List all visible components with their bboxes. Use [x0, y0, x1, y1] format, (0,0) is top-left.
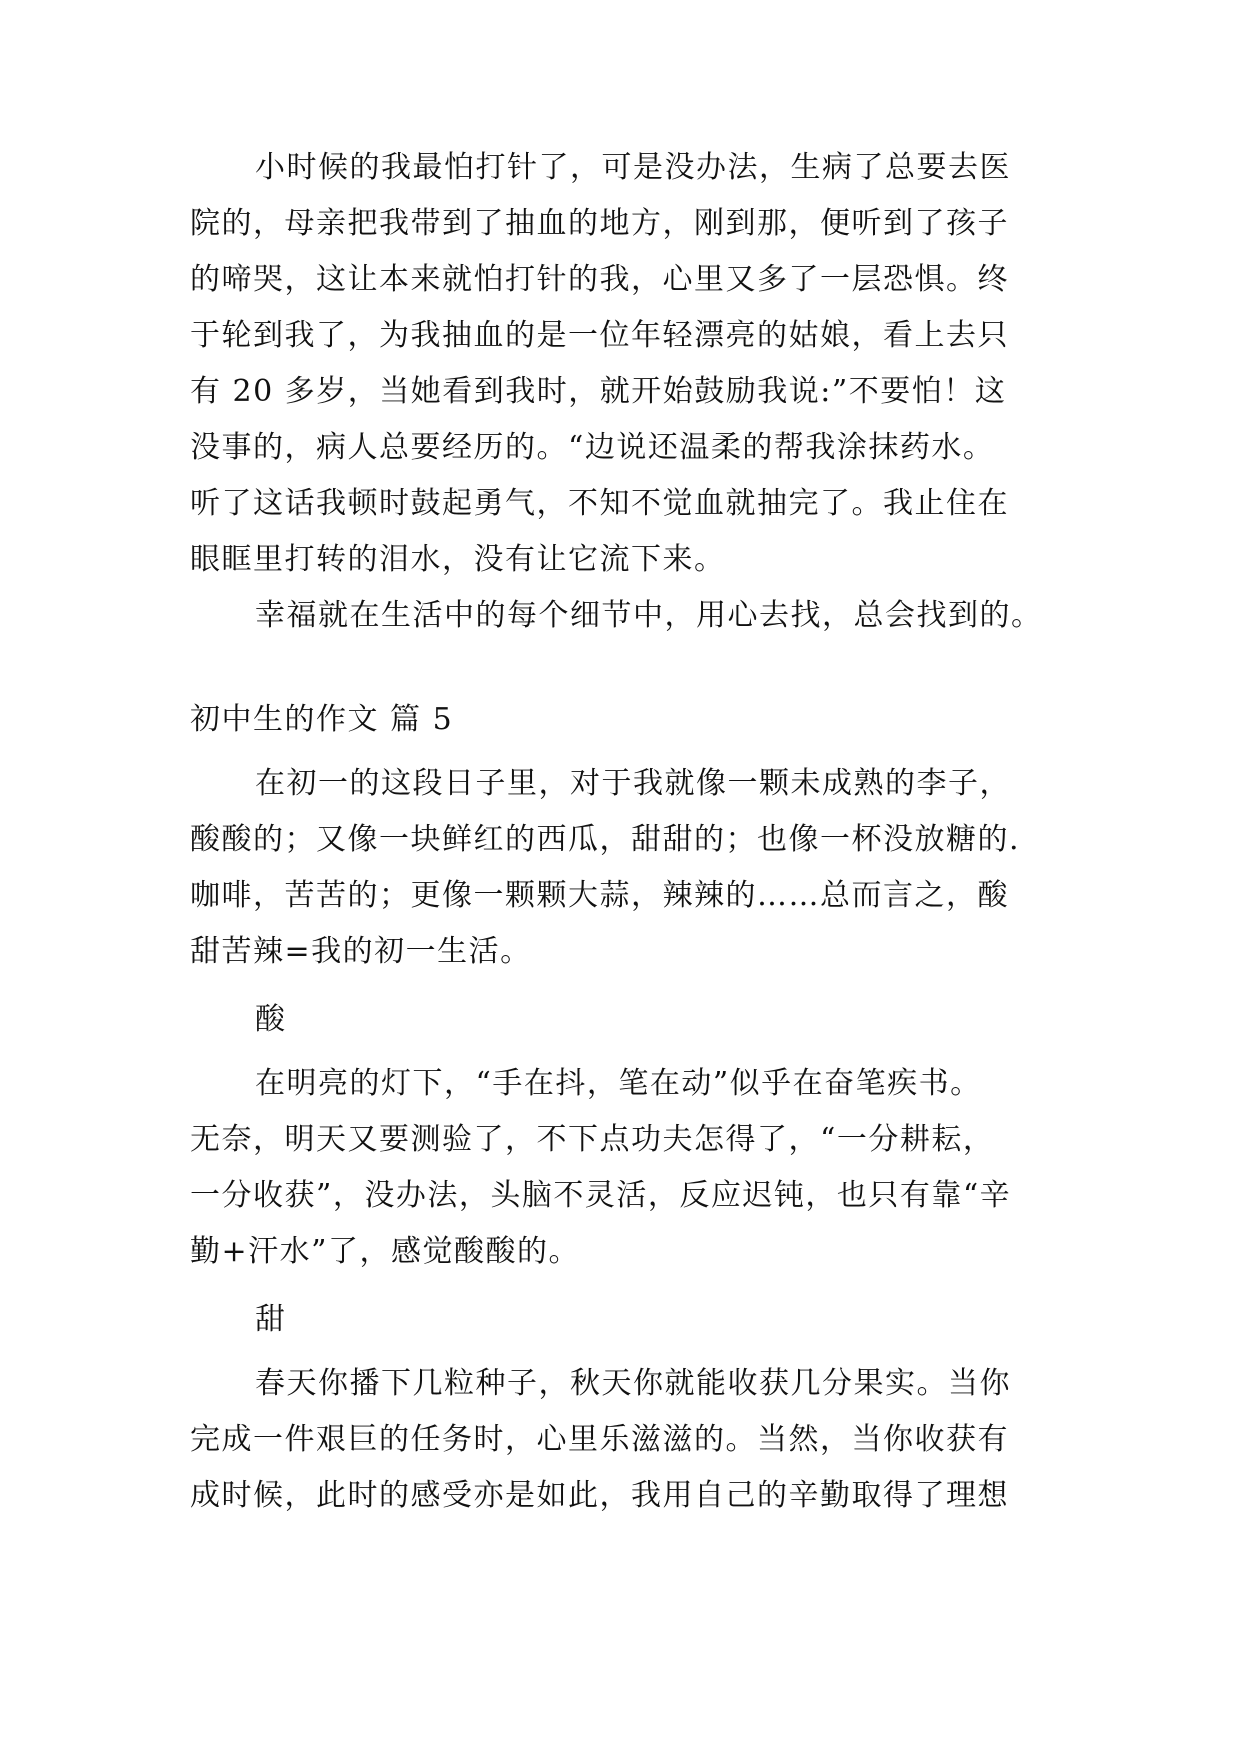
paragraph-line: 院的，母亲把我带到了抽血的地方，刚到那，便听到了孩子 — [190, 206, 1009, 241]
paragraph-line: 成时候，此时的感受亦是如此，我用自己的辛勤取得了理想 — [190, 1478, 1009, 1513]
paragraph-line: 小时候的我最怕打针了，可是没办法，生病了总要去医 — [255, 150, 1011, 185]
paragraph-line: 勤+汗水”了，感觉酸酸的。 — [190, 1234, 580, 1269]
paragraph-line: 完成一件艰巨的任务时，心里乐滋滋的。当然，当你收获有 — [190, 1422, 1009, 1457]
subheading-sweet: 甜 — [255, 1302, 287, 1337]
paragraph-line: 的啼哭，这让本来就怕打针的我，心里又多了一层恐惧。终 — [190, 262, 1009, 297]
paragraph-line: 在明亮的灯下，“手在抖，笔在动”似乎在奋笔疾书。 — [255, 1066, 982, 1101]
paragraph-line: 于轮到我了，为我抽血的是一位年轻漂亮的姑娘，看上去只 — [190, 318, 1009, 353]
paragraph-line: 甜苦辣=我的初一生活。 — [190, 934, 532, 969]
paragraph-line: 有 20 多岁，当她看到我时，就开始鼓励我说:”不要怕！这 — [190, 374, 1007, 409]
paragraph-line: 没事的，病人总要经历的。“边说还温柔的帮我涂抹药水。 — [190, 430, 995, 465]
paragraph-line: 幸福就在生活中的每个细节中，用心去找，总会找到的。 — [255, 598, 1043, 633]
paragraph-line: 一分收获”，没办法，头脑不灵活，反应迟钝，也只有靠“辛 — [190, 1178, 1012, 1213]
paragraph-line: 酸酸的；又像一块鲜红的西瓜，甜甜的；也像一杯没放糖的. — [190, 822, 1021, 857]
paragraph-line: 眼眶里打转的泪水，没有让它流下来。 — [190, 542, 726, 577]
subheading-sour: 酸 — [255, 1002, 287, 1037]
paragraph-line: 无奈，明天又要测验了，不下点功夫怎得了，“一分耕耘， — [190, 1122, 995, 1157]
section-title: 初中生的作文 篇 5 — [190, 702, 454, 737]
paragraph-line: 听了这话我顿时鼓起勇气，不知不觉血就抽完了。我止住在 — [190, 486, 1009, 521]
paragraph-line: 春天你播下几粒种子，秋天你就能收获几分果实。当你 — [255, 1366, 1011, 1401]
paragraph-line: 咖啡，苦苦的；更像一颗颗大蒜，辣辣的……总而言之，酸 — [190, 878, 1009, 913]
paragraph-line: 在初一的这段日子里，对于我就像一颗未成熟的李子， — [255, 766, 1011, 801]
